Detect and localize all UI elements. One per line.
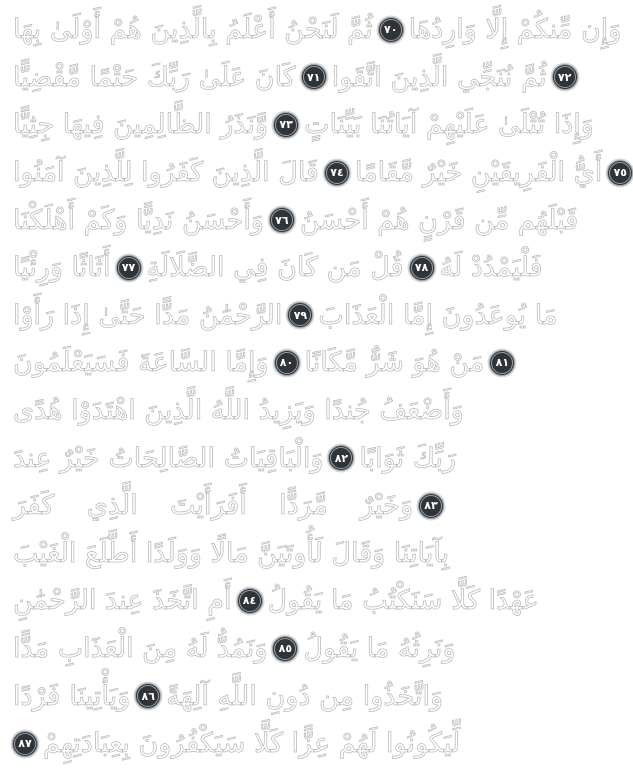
verse-text: وَأَضْعَفُ جُندًا وَيَزِيدُ اللَّهُ الَّذِينَ اهْتَدَوْا هُدًى bbox=[13, 395, 464, 427]
verse-text: مَنْ هُوَ شَرٌّ مَّكَانًا bbox=[304, 347, 485, 379]
verse-number-marker: ٨٣ bbox=[418, 493, 444, 519]
verse-text: رَبِّكَ ثَوَابًا bbox=[359, 442, 457, 474]
text-line-9 bbox=[10, 387, 464, 435]
verse-text: وَالْبَاقِيَاتُ الصَّالِحَاتُ خَيْرٌ عِندَ bbox=[13, 442, 324, 474]
text-line-12 bbox=[10, 530, 450, 578]
verse-number-marker: ٨٦ bbox=[135, 683, 161, 709]
text-line-8 bbox=[10, 339, 510, 387]
text-line-3 bbox=[10, 101, 594, 149]
verse-text: أَيُّ الْفَرِيقَيْنِ خَيْرٌ مَّقَامًا bbox=[354, 157, 603, 189]
verse-text: أَمِ اتَّخَذَ عِندَ الرَّحْمَٰنِ bbox=[13, 585, 232, 617]
verse-text: وَإِن مِّنكُمْ إِلَّا وَارِدُهَا bbox=[408, 14, 622, 46]
verse-text: قَبْلَهُم مِّن قَرْنٍ هُمْ أَحْسَنُ bbox=[299, 204, 579, 236]
verse-text: قُلْ مَن كَانَ فِي الضَّلَالَةِ bbox=[146, 252, 404, 284]
text-line-15 bbox=[10, 672, 446, 720]
verse-number-marker: ٨١ bbox=[489, 350, 515, 376]
verse-text: عَهْدًا كَلَّا سَنَكْتُبُ مَا يَقُولُ bbox=[267, 585, 539, 617]
text-line-4 bbox=[10, 149, 627, 197]
verse-text: ثُمَّ لَنَحْنُ أَعْلَمُ بِالَّذِينَ هُمْ أَوْلَىٰ بِهَا bbox=[13, 14, 373, 46]
verse-number-marker: ٧٥ bbox=[607, 160, 633, 186]
verse-text: وَيَأْتِينَا فَرْدًا bbox=[13, 680, 131, 712]
verse-number-marker: ٨٥ bbox=[272, 636, 298, 662]
verse-text: كَانَ عَلَىٰ رَبِّكَ حَتْمًا مَّقْضِيًّا bbox=[13, 61, 296, 93]
verse-number-marker: ٧٨ bbox=[409, 255, 435, 281]
verse-text: وَاتَّخَذُوا مِن دُونِ اللَّهِ آلِهَةً bbox=[166, 680, 443, 712]
verse-text: وَخَيْرٌ مَّرَدًّا أَفَرَأَيْتَ الَّذِي كَفَرَ bbox=[13, 490, 413, 522]
text-line-16 bbox=[10, 720, 461, 768]
verse-number-marker: ٧٠ bbox=[378, 17, 404, 43]
text-line-5 bbox=[10, 196, 579, 244]
verse-number-marker: ٧٤ bbox=[324, 160, 350, 186]
verse-number-marker: ٨٢ bbox=[328, 445, 354, 471]
verse-text: قَالَ الَّذِينَ كَفَرُوا لِلَّذِينَ آمَنُوا bbox=[13, 157, 319, 189]
verse-text: وَإِمَّا السَّاعَةَ فَسَيَعْلَمُونَ bbox=[13, 347, 269, 379]
verse-number-marker: ٨٧ bbox=[12, 731, 38, 757]
verse-text: بِآيَاتِنَا وَقَالَ لَأُوتَيَنَّ مَالًا وَوَلَدًا أَطَّلَعَ الْغَيْبَ bbox=[13, 537, 450, 569]
verse-text: لِّيَكُونُوا لَهُمْ عِزًّا كَلَّا سَيَكْفُرُونَ بِعِبَادَتِهِمْ bbox=[43, 728, 461, 760]
verse-text: وَنَرِثُهُ مَا يَقُولُ bbox=[303, 633, 456, 665]
verse-number-marker: ٧٩ bbox=[287, 302, 313, 328]
verse-text: ثُمَّ نُنَجِّي الَّذِينَ اتَّقَوا bbox=[331, 61, 547, 93]
verse-text: وَنَمُدُّ لَهُ مِنَ الْعَذَابِ مَدًّا bbox=[13, 633, 268, 665]
text-line-14 bbox=[10, 625, 456, 673]
text-line-1 bbox=[10, 6, 622, 54]
text-line-13 bbox=[10, 577, 539, 625]
verse-number-marker: ٧١ bbox=[301, 64, 327, 90]
verse-text: فَلْيَمْدُدْ لَهُ bbox=[439, 252, 543, 284]
text-line-2 bbox=[10, 54, 572, 102]
text-line-11 bbox=[10, 482, 446, 530]
verse-text: مَا يُوعَدُونَ إِمَّا الْعَذَابَ bbox=[318, 299, 558, 331]
verse-text: وَأَحْسَنُ نَدِيًّا وَكَمْ أَهْلَكْنَا bbox=[13, 204, 264, 236]
verse-number-marker: ٨٠ bbox=[274, 350, 300, 376]
verse-number-marker: ٧٧ bbox=[116, 255, 142, 281]
text-line-6 bbox=[10, 244, 543, 292]
verse-text: أَثَاثًا وَرِئْيًا bbox=[13, 252, 111, 284]
verse-number-marker: ٧٢ bbox=[552, 64, 578, 90]
text-line-10 bbox=[10, 434, 457, 482]
verse-number-marker: ٧٣ bbox=[273, 112, 299, 138]
verse-text: وَإِذَا تُتْلَىٰ عَلَيْهِمْ آيَاتُنَا بَيِّنَاتٍ bbox=[304, 109, 594, 141]
text-line-7 bbox=[10, 292, 558, 340]
verse-number-marker: ٨٤ bbox=[237, 588, 263, 614]
verse-text: الرَّحْمَٰنُ مَدًّا حَتَّىٰ إِذَا رَأَوْا bbox=[13, 299, 283, 331]
verse-number-marker: ٧٦ bbox=[269, 207, 295, 233]
verse-text: وَّنَذَرُ الظَّالِمِينَ فِيهَا جِثِيًّا bbox=[13, 109, 269, 141]
